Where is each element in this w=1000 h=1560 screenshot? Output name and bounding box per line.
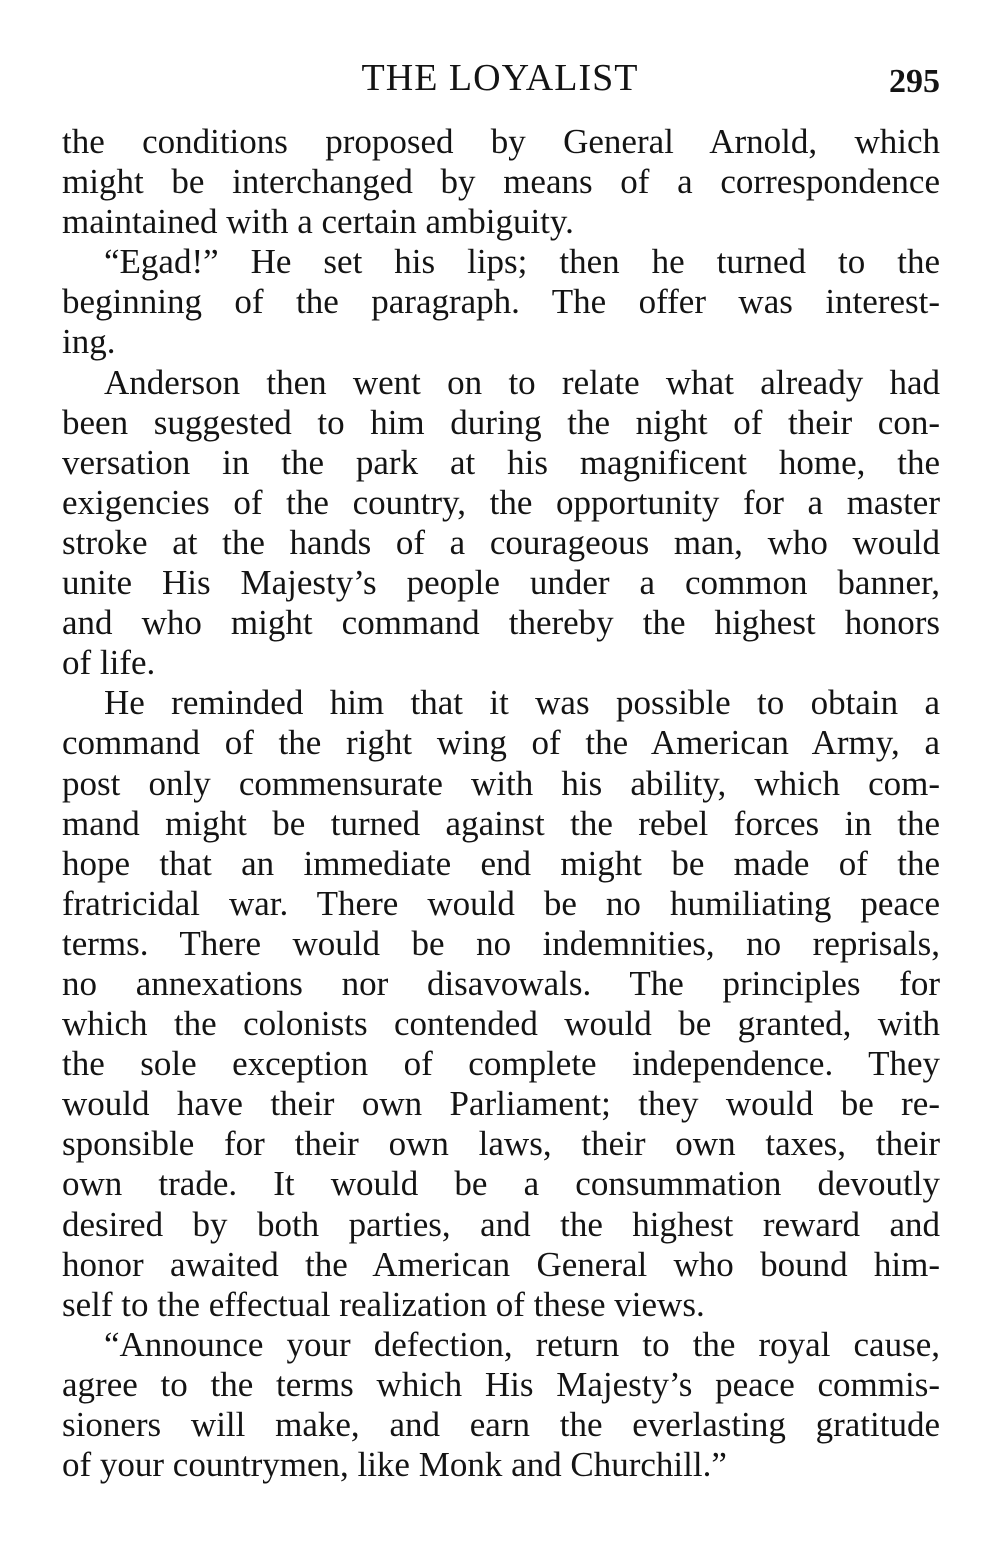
text-line: exigencies of the country, the opportunity for a master	[62, 482, 940, 522]
text-line: agree to the terms which His Majesty’s peace commis-	[62, 1364, 940, 1404]
running-head	[0, 50, 1000, 106]
text-line: which the colonists contended would be granted, with	[62, 1004, 940, 1044]
text-line: post only commensurate with his ability, which com-	[62, 763, 940, 803]
text-line: the conditions proposed by General Arnold, which	[62, 122, 940, 161]
text-line: honor awaited the American General who bound him-	[62, 1244, 940, 1284]
text-line: of your countrymen, like Monk and Churchill.”	[62, 1445, 727, 1485]
text-line: maintained with a certain ambiguity.	[62, 202, 574, 242]
text-line: unite His Majesty’s people under a common banner,	[62, 563, 940, 603]
text-line: mand might be turned against the rebel forces in the	[62, 803, 940, 843]
text-line: of life.	[62, 643, 156, 683]
text-line: command of the right wing of the American Army, a	[62, 723, 940, 763]
text-line: stroke at the hands of a courageous man, who would	[62, 522, 940, 562]
text-line: sioners will make, and earn the everlasting gratitude	[62, 1405, 940, 1444]
text-line: versation in the park at his magnificent home, the	[62, 442, 940, 482]
text-line: the sole exception of complete independence. They	[62, 1044, 940, 1084]
text-line: would have their own Parliament; they would be re-	[62, 1084, 940, 1124]
text-line: sponsible for their own laws, their own taxes, their	[62, 1124, 940, 1164]
text-line: He reminded him that it was possible to obtain a	[104, 683, 940, 723]
text-line: “Egad!” He set his lips; then he turned to the	[104, 242, 940, 282]
text-line: desired by both parties, and the highest reward and	[62, 1204, 940, 1244]
text-line: beginning of the paragraph. The offer was interest-	[62, 282, 940, 322]
text-line: no annexations nor disavowals. The principles for	[62, 963, 940, 1003]
text-line: hope that an immediate end might be made of the	[62, 843, 940, 883]
text-line: and who might command thereby the highest honors	[62, 603, 940, 643]
text-line: Anderson then went on to relate what already had	[104, 362, 940, 402]
text-line: own trade. It would be a consummation devoutly	[62, 1164, 940, 1204]
text-line: terms. There would be no indemnities, no reprisals,	[62, 923, 940, 963]
text-line: been suggested to him during the night of their con-	[62, 402, 940, 442]
text-line: might be interchanged by means of a correspondence	[62, 162, 940, 202]
text-line: ing.	[62, 322, 116, 362]
body-text	[62, 122, 940, 1485]
page-number: 295	[889, 63, 940, 100]
text-line: self to the effectual realization of these views.	[62, 1284, 705, 1324]
running-title: THE LOYALIST	[361, 57, 639, 99]
text-line: fratricidal war. There would be no humiliating peace	[62, 883, 940, 923]
text-line: “Announce your defection, return to the royal cause,	[104, 1324, 940, 1364]
